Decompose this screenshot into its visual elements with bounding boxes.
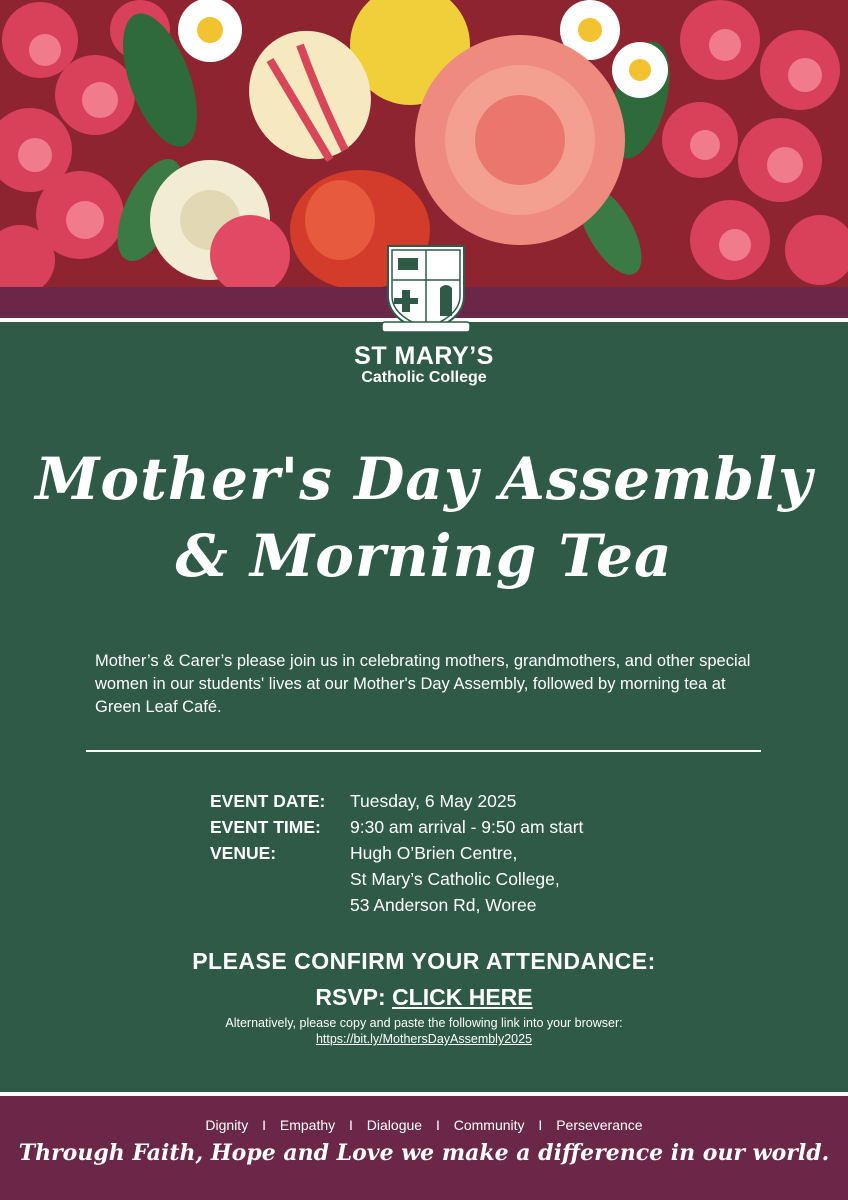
value-separator: I (349, 1117, 353, 1133)
rsvp-url-link[interactable]: https://bit.ly/MothersDayAssembly2025 (315, 1032, 533, 1046)
rsvp-click-here-link[interactable]: CLICK HERE (392, 984, 533, 1010)
event-title-line-1: Mother's Day Assembly (35, 445, 813, 513)
value-separator: I (262, 1117, 266, 1133)
venue-line-2: St Mary’s Catholic College, (350, 869, 560, 889)
value-separator: I (538, 1117, 543, 1133)
alternative-instructions: Alternatively, please copy and paste the following link into your browser: (225, 1016, 623, 1030)
venue-label: VENUE: (210, 843, 277, 863)
school-values (0, 1117, 848, 1133)
value-empathy: Empathy (279, 1117, 336, 1133)
venue-line-1: Hugh O’Brien Centre, (350, 843, 518, 863)
rsvp-line (0, 984, 848, 1011)
school-name: ST MARY’S (354, 342, 494, 370)
venue-line-3: 53 Anderson Rd, Woree (350, 895, 537, 915)
invitation-text: Mother’s & Carer’s please join us in celebrating mothers, grandmothers, and other special women in our students' lives at our Mother's Day Assembly, followed by morning tea at Green Leaf Café. (95, 652, 751, 716)
section-divider (86, 750, 761, 752)
event-date-value: Tuesday, 6 May 2025 (350, 791, 517, 811)
school-subtitle: Catholic College (361, 369, 487, 386)
value-perseverance: Perseverance (556, 1117, 643, 1133)
event-time-label: EVENT TIME: (210, 817, 321, 837)
event-date-label: EVENT DATE: (210, 791, 326, 811)
value-community: Community (453, 1117, 525, 1133)
value-dignity: Dignity (205, 1117, 249, 1133)
value-dialogue: Dialogue (366, 1117, 423, 1133)
school-crest-logo (378, 240, 474, 336)
rsvp-prefix: RSVP: (315, 984, 386, 1010)
event-title-line-2: & Morning Tea (175, 522, 673, 590)
school-motto: Through Faith, Hope and Love we make a difference in our world. (18, 1140, 830, 1166)
event-time-value: 9:30 am arrival - 9:50 am start (350, 817, 584, 837)
confirm-attendance-heading: PLEASE CONFIRM YOUR ATTENDANCE: (192, 948, 656, 974)
rsvp-url-row (0, 1032, 848, 1046)
value-separator: I (435, 1117, 440, 1133)
